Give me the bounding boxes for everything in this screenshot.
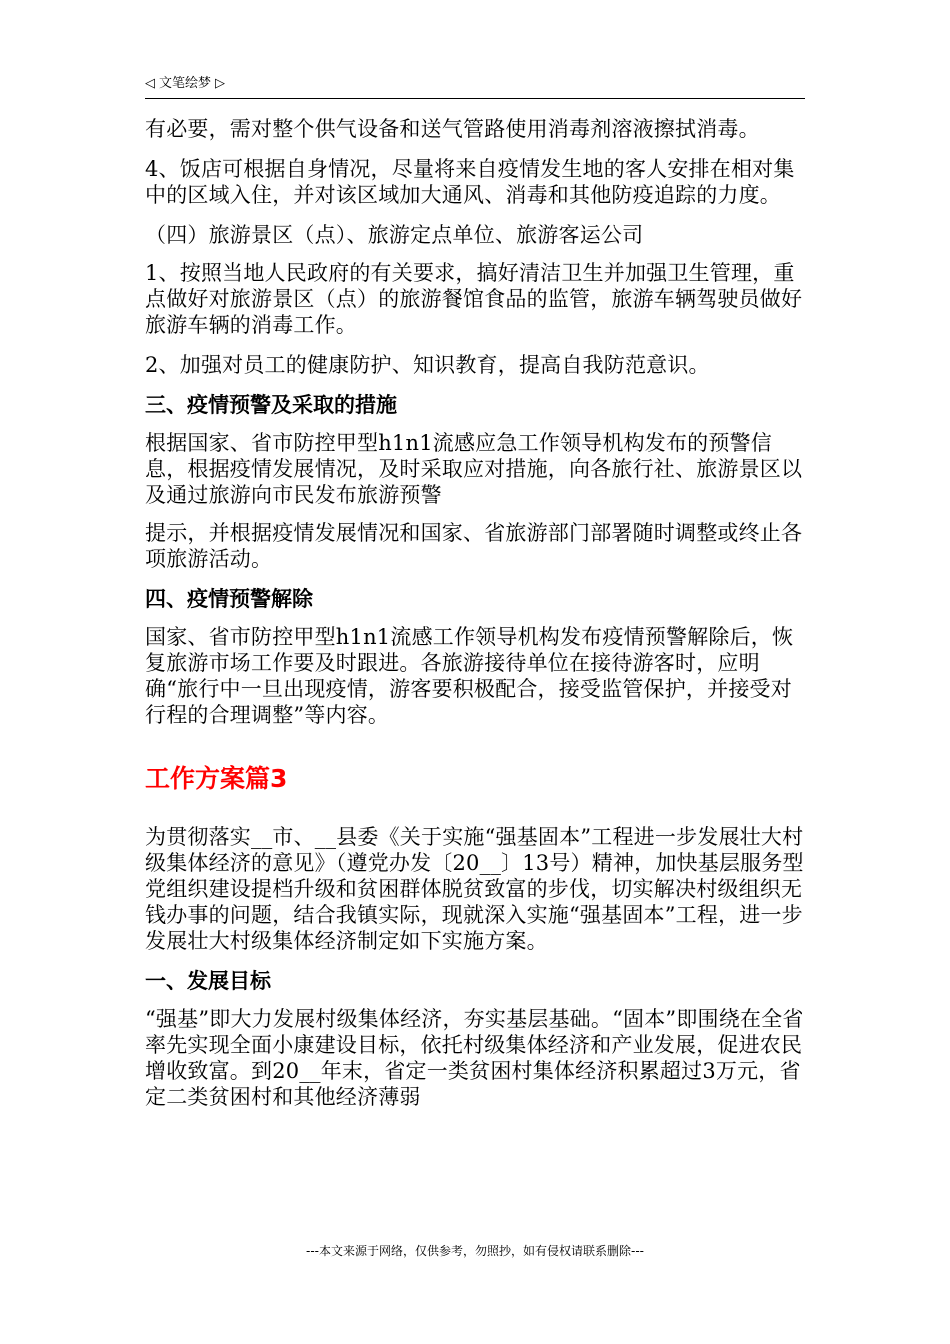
- triangle-left-icon: ◁: [145, 76, 155, 91]
- section-heading: 一、发展目标: [145, 969, 271, 993]
- paragraph: 2、加强对员工的健康防护、知识教育，提高自我防范意识。: [145, 353, 710, 377]
- paragraph: 1、按照当地人民政府的有关要求，搞好清洁卫生并加强卫生管理，重点做好对旅游景区（点）的旅游餐馆食品的监管，旅游车辆驾驶员做好旅游车辆的消毒工作。: [145, 261, 803, 337]
- paragraph: 国家、省市防控甲型h1n1流感工作领导机构发布疫情预警解除后，恢复旅游市场工作要及时跟进。各旅游接待单位在接待游客时，应明确“旅行中一旦出现疫情，游客要积极配合，接受监管保护，并接受对行程的合理调整”等内容。: [145, 625, 794, 727]
- triangle-right-icon: ▷: [215, 76, 226, 91]
- paragraph: “强基”即大力发展村级集体经济，夯实基层基础。“固本”即围绕在全省率先实现全面小康建设目标，依托村级集体经济和产业发展，促进农民增收致富。到20__年末，省定一类贫困村集体经济积累超过3万元，省定二类贫困村和其他经济薄弱: [145, 1007, 804, 1109]
- paragraph: 有必要，需对整个供气设备和送气管路使用消毒剂溶液擦拭消毒。: [145, 117, 760, 141]
- paragraph: 根据国家、省市防控甲型h1n1流感应急工作领导机构发布的预警信息，根据疫情发展情况，及时采取应对措施，向各旅行社、旅游景区以及通过旅游向市民发布旅游预警: [145, 431, 803, 507]
- paragraph: 提示，并根据疫情发展情况和国家、省旅游部门部署随时调整或终止各项旅游活动。: [145, 521, 803, 571]
- page-header: [145, 74, 805, 99]
- document-body: [145, 116, 805, 1110]
- section-heading: 四、疫情预警解除: [145, 587, 313, 611]
- footer-disclaimer: ---本文来源于网络，仅供参考，勿照抄，如有侵权请联系删除---: [306, 1244, 644, 1258]
- paragraph: 4、饭店可根据自身情况，尽量将来自疫情发生地的客人安排在相对集中的区域入住，并对该区域加大通风、消毒和其他防疫追踪的力度。: [145, 157, 795, 207]
- document-title: 工作方案篇3: [145, 764, 288, 793]
- paragraph: 为贯彻落实__市、__县委《关于实施“强基固本”工程进一步发展壮大村级集体经济的意见》（遵党办发〔20__〕13号）精神，加快基层服务型党组织建设提档升级和贫困群体脱贫致富的步伐，切实解决村级组织无钱办事的问题，结合我镇实际，现就深入实施“强基固本”工程，进一步发展壮大村级集体经济制定如下实施方案。: [145, 825, 804, 953]
- subsection-heading: （四）旅游景区（点）、旅游定点单位、旅游客运公司: [145, 223, 644, 247]
- brand-label: 文笔绘梦: [159, 76, 212, 91]
- section-heading: 三、疫情预警及采取的措施: [145, 393, 397, 417]
